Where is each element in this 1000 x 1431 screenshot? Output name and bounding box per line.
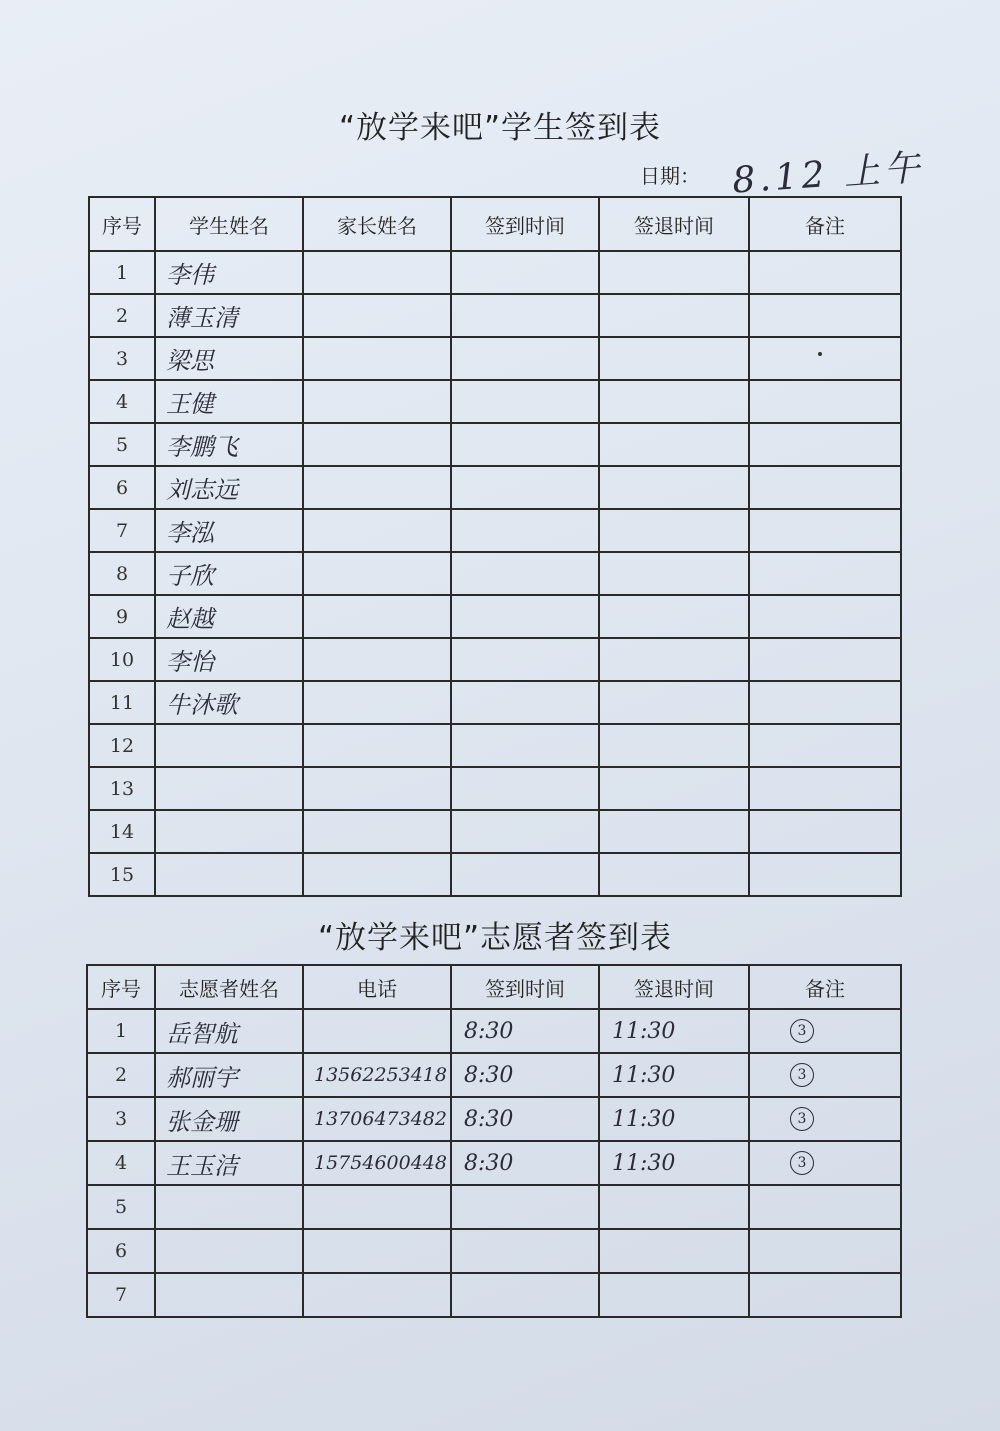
note-cell (749, 1185, 901, 1229)
sign-out-cell (599, 1273, 749, 1317)
column-header: 备注 (749, 965, 901, 1009)
parent-name-cell (303, 380, 451, 423)
row-number: 9 (89, 595, 155, 638)
parent-name-cell (303, 552, 451, 595)
note-cell (749, 1053, 901, 1097)
note-cell (749, 337, 901, 380)
note-cell (749, 1229, 901, 1273)
circled-note: 3 (790, 1151, 814, 1175)
parent-name-cell (303, 724, 451, 767)
table-row (87, 1141, 901, 1185)
student-name-cell: 刘志远 (155, 466, 303, 509)
volunteer-sheet-title: “放学来吧”志愿者签到表 (317, 920, 673, 956)
sign-in-cell (451, 681, 599, 724)
note-cell (749, 509, 901, 552)
student-name-cell: 王健 (155, 380, 303, 423)
date-value: 8.12 上午 (731, 147, 926, 202)
table-row (89, 810, 901, 853)
volunteer-name-cell: 王玉洁 (155, 1141, 303, 1185)
date-label: 日期： (640, 164, 700, 188)
student-name-cell: 李怡 (155, 638, 303, 681)
sign-out-cell (599, 509, 749, 552)
row-number: 10 (89, 638, 155, 681)
student-name-cell (155, 853, 303, 896)
column-header: 签到时间 (451, 965, 599, 1009)
row-number: 15 (89, 853, 155, 896)
row-number: 8 (89, 552, 155, 595)
note-cell (749, 810, 901, 853)
table-row (89, 853, 901, 896)
phone-cell (303, 1273, 451, 1317)
sign-out-cell (599, 1229, 749, 1273)
note-cell (749, 423, 901, 466)
sign-out-cell (599, 337, 749, 380)
sign-in-cell: 8:30 (451, 1009, 599, 1053)
note-cell (749, 1273, 901, 1317)
note-cell (749, 638, 901, 681)
sign-in-cell (451, 337, 599, 380)
row-number: 11 (89, 681, 155, 724)
column-header: 家长姓名 (303, 197, 451, 251)
sign-out-cell (599, 810, 749, 853)
sign-in-cell (451, 509, 599, 552)
table-row (87, 1229, 901, 1273)
sign-out-cell (599, 767, 749, 810)
row-number: 1 (89, 251, 155, 294)
table-row (87, 1273, 901, 1317)
parent-name-cell (303, 595, 451, 638)
student-name-cell (155, 767, 303, 810)
table-row (89, 724, 901, 767)
sign-out-cell (599, 853, 749, 896)
row-number: 12 (89, 724, 155, 767)
student-table (88, 196, 902, 897)
table-row (89, 552, 901, 595)
row-number: 5 (87, 1185, 155, 1229)
sign-in-cell (451, 595, 599, 638)
volunteer-name-cell (155, 1185, 303, 1229)
note-cell (749, 595, 901, 638)
parent-name-cell (303, 767, 451, 810)
parent-name-cell (303, 251, 451, 294)
table-row (87, 1097, 901, 1141)
parent-name-cell (303, 681, 451, 724)
table-row (89, 767, 901, 810)
row-number: 3 (89, 337, 155, 380)
sign-in-cell (451, 466, 599, 509)
parent-name-cell (303, 294, 451, 337)
phone-cell: 13562253418 (303, 1053, 451, 1097)
column-header: 学生姓名 (155, 197, 303, 251)
table-row (89, 380, 901, 423)
phone-cell (303, 1229, 451, 1273)
student-name-cell: 李伟 (155, 251, 303, 294)
column-header: 签退时间 (599, 197, 749, 251)
sign-in-cell (451, 423, 599, 466)
note-cell (749, 251, 901, 294)
student-name-cell: 牛沐歌 (155, 681, 303, 724)
row-number: 1 (87, 1009, 155, 1053)
student-name-cell: 梁思 (155, 337, 303, 380)
ink-dot (818, 352, 822, 356)
volunteer-table (86, 964, 902, 1318)
phone-cell (303, 1185, 451, 1229)
student-name-cell (155, 724, 303, 767)
row-number: 3 (87, 1097, 155, 1141)
phone-cell: 13706473482 (303, 1097, 451, 1141)
volunteer-name-cell: 张金珊 (155, 1097, 303, 1141)
note-cell (749, 466, 901, 509)
column-header: 电话 (303, 965, 451, 1009)
row-number: 2 (87, 1053, 155, 1097)
student-name-cell: 赵越 (155, 595, 303, 638)
sign-in-cell (451, 380, 599, 423)
volunteer-name-cell (155, 1273, 303, 1317)
sign-out-cell: 11:30 (599, 1097, 749, 1141)
student-name-cell: 子欣 (155, 552, 303, 595)
phone-cell (303, 1009, 451, 1053)
column-header: 备注 (749, 197, 901, 251)
phone-cell: 15754600448 (303, 1141, 451, 1185)
sign-in-cell (451, 810, 599, 853)
table-row (89, 595, 901, 638)
note-cell (749, 294, 901, 337)
table-row (89, 337, 901, 380)
sign-out-cell (599, 681, 749, 724)
sign-in-cell: 8:30 (451, 1141, 599, 1185)
table-row (89, 251, 901, 294)
row-number: 7 (89, 509, 155, 552)
sign-in-cell (451, 638, 599, 681)
circled-note: 3 (790, 1019, 814, 1043)
sign-in-cell: 8:30 (451, 1053, 599, 1097)
parent-name-cell (303, 466, 451, 509)
column-header: 序号 (87, 965, 155, 1009)
circled-note: 3 (790, 1107, 814, 1131)
sign-out-cell (599, 423, 749, 466)
table-row (87, 1053, 901, 1097)
note-cell (749, 681, 901, 724)
row-number: 5 (89, 423, 155, 466)
sign-in-cell (451, 294, 599, 337)
note-cell (749, 724, 901, 767)
sign-in-cell (451, 552, 599, 595)
student-name-cell: 李泓 (155, 509, 303, 552)
sign-out-cell (599, 251, 749, 294)
sign-in-cell (451, 724, 599, 767)
volunteer-name-cell: 郝丽宇 (155, 1053, 303, 1097)
sign-in-cell (451, 1229, 599, 1273)
volunteer-table-header (87, 965, 901, 1009)
table-row (89, 466, 901, 509)
table-row (89, 423, 901, 466)
sign-out-cell: 11:30 (599, 1009, 749, 1053)
sign-out-cell: 11:30 (599, 1053, 749, 1097)
sign-out-cell (599, 552, 749, 595)
row-number: 6 (87, 1229, 155, 1273)
note-cell (749, 1009, 901, 1053)
sign-in-cell (451, 1273, 599, 1317)
column-header: 签退时间 (599, 965, 749, 1009)
student-sheet-title: “放学来吧”学生签到表 (338, 110, 662, 146)
parent-name-cell (303, 423, 451, 466)
circled-note: 3 (790, 1063, 814, 1087)
note-cell (749, 552, 901, 595)
row-number: 4 (89, 380, 155, 423)
volunteer-name-cell (155, 1229, 303, 1273)
row-number: 6 (89, 466, 155, 509)
table-row (89, 681, 901, 724)
table-row (87, 1185, 901, 1229)
sign-in-cell (451, 251, 599, 294)
row-number: 14 (89, 810, 155, 853)
parent-name-cell (303, 810, 451, 853)
student-name-cell: 李鹏飞 (155, 423, 303, 466)
student-name-cell (155, 810, 303, 853)
column-header: 序号 (89, 197, 155, 251)
column-header: 志愿者姓名 (155, 965, 303, 1009)
note-cell (749, 853, 901, 896)
parent-name-cell (303, 638, 451, 681)
sign-out-cell (599, 724, 749, 767)
sign-in-cell (451, 767, 599, 810)
note-cell (749, 1141, 901, 1185)
row-number: 2 (89, 294, 155, 337)
note-cell (749, 1097, 901, 1141)
sign-out-cell (599, 1185, 749, 1229)
sign-out-cell (599, 595, 749, 638)
table-row (89, 294, 901, 337)
table-row (87, 1009, 901, 1053)
table-row (89, 509, 901, 552)
note-cell (749, 767, 901, 810)
sign-in-cell (451, 853, 599, 896)
parent-name-cell (303, 509, 451, 552)
sign-out-cell (599, 294, 749, 337)
sign-in-cell: 8:30 (451, 1097, 599, 1141)
note-cell (749, 380, 901, 423)
student-name-cell: 薄玉清 (155, 294, 303, 337)
sign-out-cell: 11:30 (599, 1141, 749, 1185)
column-header: 签到时间 (451, 197, 599, 251)
parent-name-cell (303, 337, 451, 380)
sign-in-cell (451, 1185, 599, 1229)
row-number: 7 (87, 1273, 155, 1317)
row-number: 4 (87, 1141, 155, 1185)
row-number: 13 (89, 767, 155, 810)
student-table-header (89, 197, 901, 251)
sign-out-cell (599, 380, 749, 423)
table-row (89, 638, 901, 681)
sign-out-cell (599, 638, 749, 681)
sign-out-cell (599, 466, 749, 509)
parent-name-cell (303, 853, 451, 896)
volunteer-name-cell: 岳智航 (155, 1009, 303, 1053)
